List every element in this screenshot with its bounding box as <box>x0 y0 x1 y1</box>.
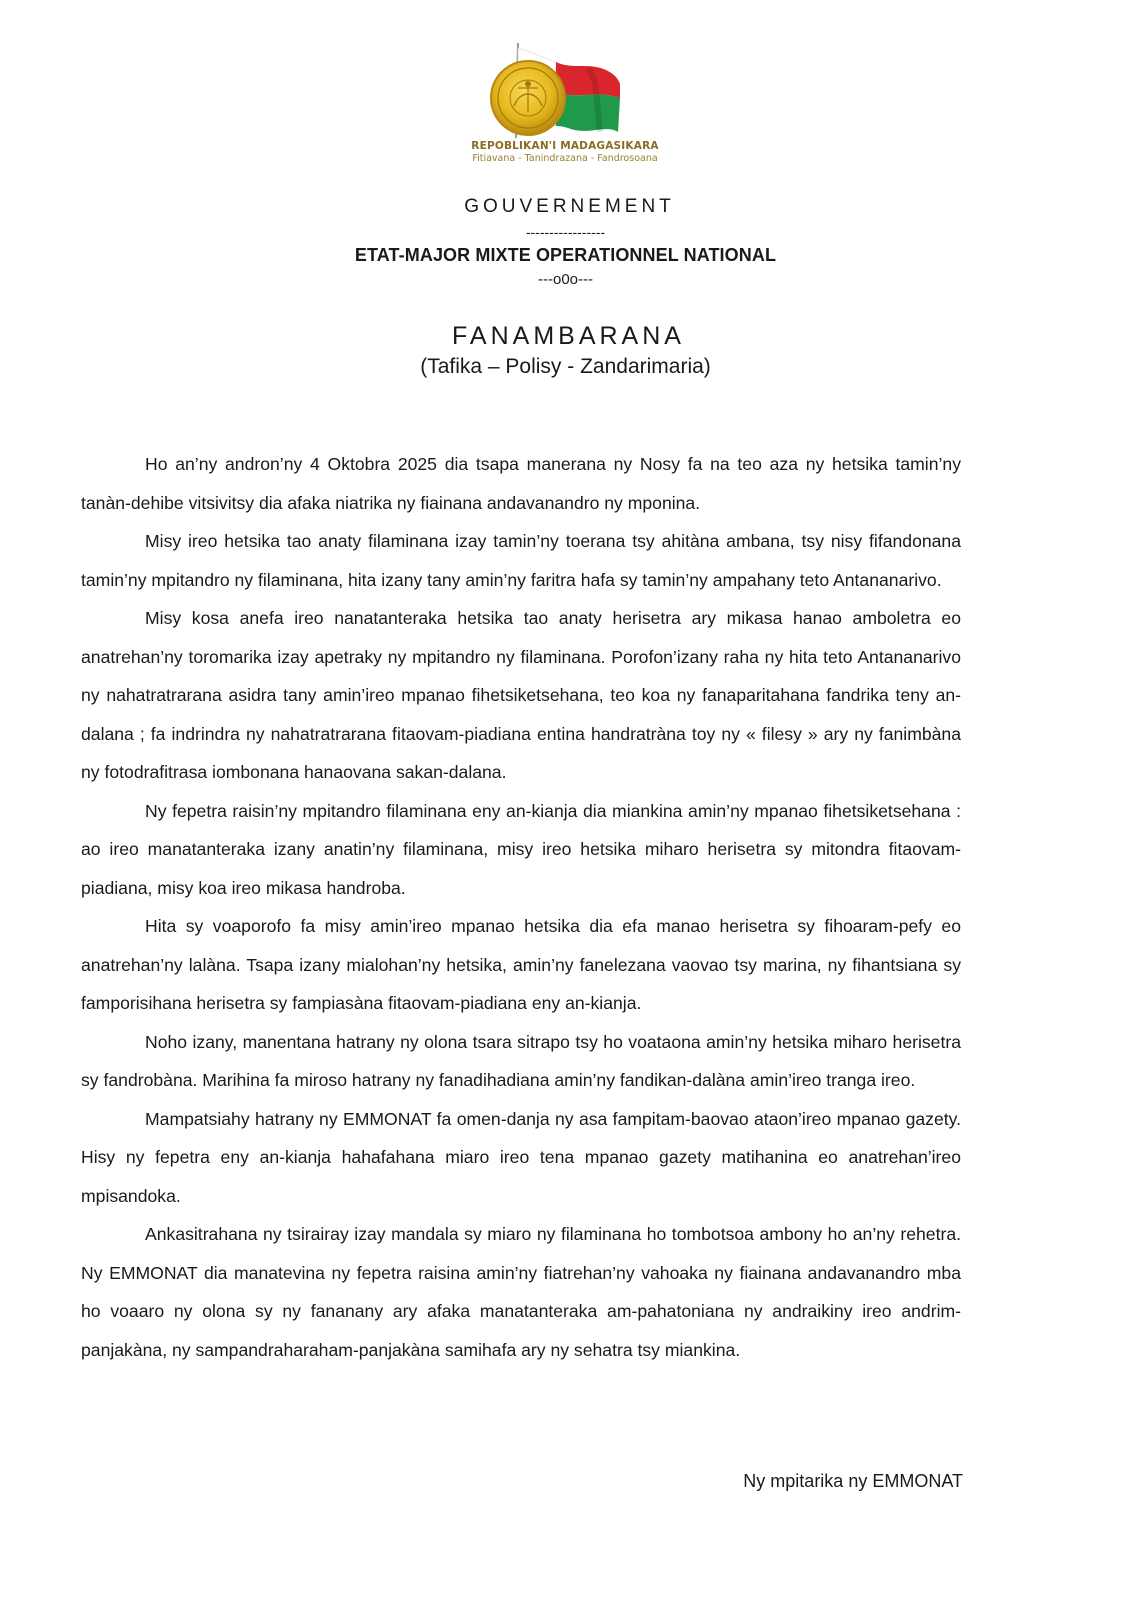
paragraph: Ho an’ny andron’ny 4 Oktobra 2025 dia tsapa manerana ny Nosy fa na teo aza ny hetsika tamin’ny tanàn-dehibe vitsivitsy dia afaka niatrika ny fiainana andavanandro ny mponina. <box>81 454 961 513</box>
emblem-country-name: REPOBLIKAN'I MADAGASIKARA <box>471 140 659 152</box>
paragraph: Mampatsiahy hatrany ny EMMONAT fa omen-danja ny asa fampitam-baovao ataon’ireo mpanao gazety. Hisy ny fepetra eny an-kianja hahafahana miaro ireo tena mpanao gazety matihanina eo anatrehan’ireo mpisandoka. <box>81 1108 961 1206</box>
header-ornament: ---o0o--- <box>538 271 593 288</box>
paragraph: Misy ireo hetsika tao anaty filaminana izay tamin’ny toerana tsy ahitàna ambana, tsy nisy fifandonana tamin’ny mpitandro ny filaminana, hita izany tany amin’ny faritra hafa sy tamin’ny ampahany teto Antananarivo. <box>81 531 961 590</box>
organization-name: ETAT-MAJOR MIXTE OPERATIONNEL NATIONAL <box>354 245 777 265</box>
document-title: FANAMBARANA <box>452 322 685 350</box>
paragraph: Ankasitrahana ny tsirairay izay mandala sy miaro ny filaminana ho tombotsoa ambony ho an’ny rehetra. Ny EMMONAT dia manatevina ny fepetra raisina amin’ny fiatrehan’ny vahoaka ny fiainana andavanandro mba ho voaaro ny olona sy ny fananany ary afaka manatanteraka am-pahatoniana ny andraikiny ireo andrim-panjakàna, ny sampandraharaham-panjakàna samihafa ary ny sehatra tsy miankina. <box>81 1224 961 1360</box>
document-subtitle: (Tafika – Polisy - Zandarimaria) <box>420 355 711 378</box>
header-separator: ----------------- <box>525 224 606 240</box>
government-heading: GOUVERNEMENT <box>464 196 675 217</box>
republic-emblem <box>448 40 688 170</box>
paragraph: Misy kosa anefa ireo nanatanteraka hetsika tao anaty herisetra ary mikasa hanao amboletra eo anatrehan’ny toromarika izay apetraky ny mpitandro ny filaminana. Porofon’izany raha ny hita teto Antananarivo ny nahatratrarana asidra tany amin’ireo mpanao fihetsiketsehana, teo koa ny fanaparitahana fandrika teny an-dalana ; fa indrindra ny nahatratrarana fitaovam-piadiana entina handratràna toy ny « filesy » ary ny fanimbàna ny fotodrafitrasa iombonana hanaovana sakan-dalana. <box>81 608 961 782</box>
paragraph: Ny fepetra raisin’ny mpitandro filaminana eny an-kianja dia miankina amin’ny mpanao fihetsiketsehana : ao ireo manatanteraka izany anatin’ny filaminana, misy ireo hetsika miharo herisetra sy mitondra fitaovam-piadiana, misy koa ireo mikasa handroba. <box>81 800 961 898</box>
paragraph: Hita sy voaporofo fa misy amin’ireo mpanao hetsika dia efa manao herisetra sy fihoaram-pefy eo anatrehan’ny lalàna. Tsapa izany mialohan’ny hetsika, amin’ny fanelezana vaovao tsy marina, ny fihantsiana sy famporisihana herisetra sy fampiasàna fitaovam-piadiana eny an-kianja. <box>81 916 961 1013</box>
statement-body <box>81 445 961 1369</box>
flag-and-seal-icon <box>448 40 688 140</box>
emblem-motto: Fitiavana - Tanindrazana - Fandrosoana <box>472 153 658 164</box>
paragraph: Noho izany, manentana hatrany ny olona tsara sitrapo tsy ho voataona amin’ny hetsika miharo herisetra sy fandrobàna. Marihina fa miroso hatrany ny fanadihadiana amin’ny fandikan-dalàna amin’ireo tranga ireo. <box>81 1031 961 1090</box>
signature-line: Ny mpitarika ny EMMONAT <box>743 1471 963 1491</box>
